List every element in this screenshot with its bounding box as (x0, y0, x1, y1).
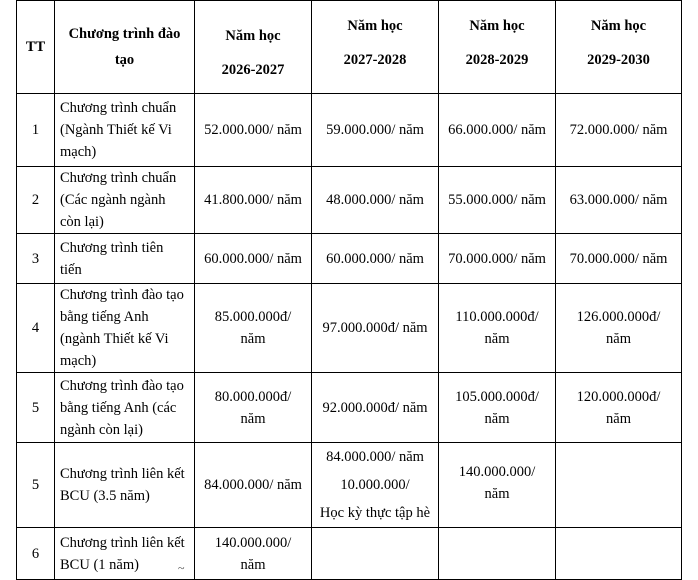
fee-cell-empty (312, 528, 439, 580)
header-year-2 (312, 1, 439, 94)
program-name (55, 94, 195, 167)
footer-mark: ~ (178, 561, 185, 575)
fee-line: năm (606, 410, 631, 427)
fee-line: 52.000.000/ năm (204, 122, 302, 138)
fee-cell-empty (556, 528, 682, 580)
header-year-3-range: 2028-2029 (465, 52, 529, 68)
header-year-1-range: 2026-2027 (221, 62, 285, 78)
fee-cell-empty (439, 528, 556, 580)
fee-cell (439, 167, 556, 234)
header-program-line-1: Chương trình đào (68, 26, 181, 42)
fee-line: 41.800.000/ năm (204, 192, 302, 208)
fee-line: 84.000.000/ năm (326, 449, 424, 465)
fee-line: 59.000.000/ năm (326, 122, 424, 138)
program-name (55, 234, 195, 284)
program-line: Chương trình đào tạo (60, 287, 184, 303)
fee-cell (439, 373, 556, 443)
header-year-4 (556, 1, 682, 94)
fee-cell (556, 94, 682, 167)
fee-cell (312, 443, 439, 528)
fee-line: 97.000.000đ/ năm (322, 320, 428, 336)
header-year-4-range: 2029-2030 (587, 52, 650, 68)
fee-line: 140.000.000/ (458, 464, 536, 480)
row-number: 5 (17, 443, 55, 528)
fee-line: năm (606, 331, 631, 347)
fee-line: 92.000.000đ/ năm (322, 399, 428, 416)
header-year-1 (195, 1, 312, 94)
table-row (17, 234, 682, 284)
program-name (55, 167, 195, 234)
fee-line: 48.000.000/ năm (326, 192, 424, 208)
fee-line: 70.000.000/ năm (569, 250, 668, 267)
fee-line: 60.000.000/ năm (326, 250, 424, 267)
fee-line: 105.000.000đ/ (455, 388, 539, 405)
row-number: 1 (17, 94, 55, 167)
table-row (17, 284, 682, 373)
header-year-3 (439, 1, 556, 94)
fee-line: 140.000.000/ (214, 534, 292, 551)
table-row (17, 443, 682, 528)
program-line: Chương trình liên kết (60, 466, 185, 482)
program-line: Chương trình tiên (60, 239, 164, 256)
fee-cell (556, 234, 682, 284)
program-line: còn lại) (60, 214, 104, 230)
tuition-fee-table (16, 0, 682, 580)
fee-line: năm (240, 410, 266, 427)
header-year-2-range: 2027-2028 (343, 52, 407, 68)
program-line: Chương trình chuẩn (60, 170, 177, 186)
fee-line: 70.000.000/ năm (448, 250, 546, 267)
fee-line: 110.000.000đ/ (455, 309, 539, 325)
fee-cell (312, 94, 439, 167)
fee-line: 120.000.000đ/ (576, 388, 661, 405)
program-line: mạch) (60, 353, 97, 369)
fee-cell (312, 373, 439, 443)
program-line: (Các ngành ngành (60, 192, 166, 208)
fee-line: 72.000.000/ năm (569, 122, 668, 138)
header-year-1-label: Năm học (225, 28, 281, 44)
fee-cell (195, 373, 312, 443)
row-number: 3 (17, 234, 55, 284)
fee-line: 63.000.000/ năm (569, 192, 668, 208)
fee-line: năm (240, 556, 266, 573)
header-year-3-label: Năm học (469, 18, 525, 34)
fee-cell-empty (556, 443, 682, 528)
fee-line: 66.000.000/ năm (448, 122, 546, 138)
program-line: BCU (3.5 năm) (60, 488, 150, 504)
header-year-2-label: Năm học (347, 18, 403, 34)
fee-cell (195, 443, 312, 528)
table-row (17, 528, 682, 580)
program-line: ngành còn lại) (60, 421, 143, 438)
row-number: 2 (17, 167, 55, 234)
fee-cell (195, 234, 312, 284)
program-line: tiến (60, 261, 82, 278)
fee-cell (312, 167, 439, 234)
program-line: bằng tiếng Anh (60, 309, 149, 325)
fee-line: năm (484, 410, 510, 427)
program-line: Chương trình chuẩn (60, 100, 177, 116)
fee-cell (195, 284, 312, 373)
fee-line: năm (484, 331, 510, 347)
fee-line: 84.000.000/ năm (204, 477, 302, 493)
fee-line: 85.000.000đ/ (214, 309, 292, 325)
fee-cell (312, 234, 439, 284)
fee-cell (556, 373, 682, 443)
program-line: BCU (1 năm) (60, 556, 139, 573)
program-name (55, 528, 195, 580)
fee-line: Học kỳ thực tập hè (319, 505, 431, 521)
fee-line: 126.000.000đ/ (576, 309, 661, 325)
program-line: (Ngành Thiết kế Vi (60, 122, 172, 138)
program-line: (ngành Thiết kế Vi (60, 331, 169, 347)
fee-line: 10.000.000/ (340, 477, 410, 493)
fee-line: 60.000.000/ năm (204, 250, 302, 267)
fee-cell (439, 284, 556, 373)
program-line: Chương trình đào tạo (60, 377, 184, 394)
header-program (55, 1, 195, 94)
header-tt: TT (17, 1, 55, 94)
fee-cell (556, 284, 682, 373)
fee-line: 55.000.000/ năm (448, 192, 546, 208)
fee-cell (195, 528, 312, 580)
table-row (17, 167, 682, 234)
row-number: 6 (17, 528, 55, 580)
program-line: bằng tiếng Anh (các (60, 399, 177, 416)
fee-line: 80.000.000đ/ (214, 388, 292, 405)
row-number: 5 (17, 373, 55, 443)
row-number: 4 (17, 284, 55, 373)
program-line: Chương trình liên kết (60, 534, 185, 551)
table-row (17, 94, 682, 167)
program-line: mạch) (60, 144, 97, 160)
fee-line: năm (240, 331, 266, 347)
table-row (17, 373, 682, 443)
header-program-line-2: tạo (114, 52, 135, 68)
header-year-4-label: Năm học (590, 18, 647, 34)
fee-cell (439, 443, 556, 528)
fee-cell (439, 234, 556, 284)
program-name (55, 284, 195, 373)
fee-cell (195, 94, 312, 167)
program-name (55, 443, 195, 528)
program-name (55, 373, 195, 443)
fee-cell (439, 94, 556, 167)
fee-cell (556, 167, 682, 234)
header-row (17, 1, 682, 94)
fee-cell (195, 167, 312, 234)
fee-cell (312, 284, 439, 373)
fee-line: năm (484, 486, 510, 502)
